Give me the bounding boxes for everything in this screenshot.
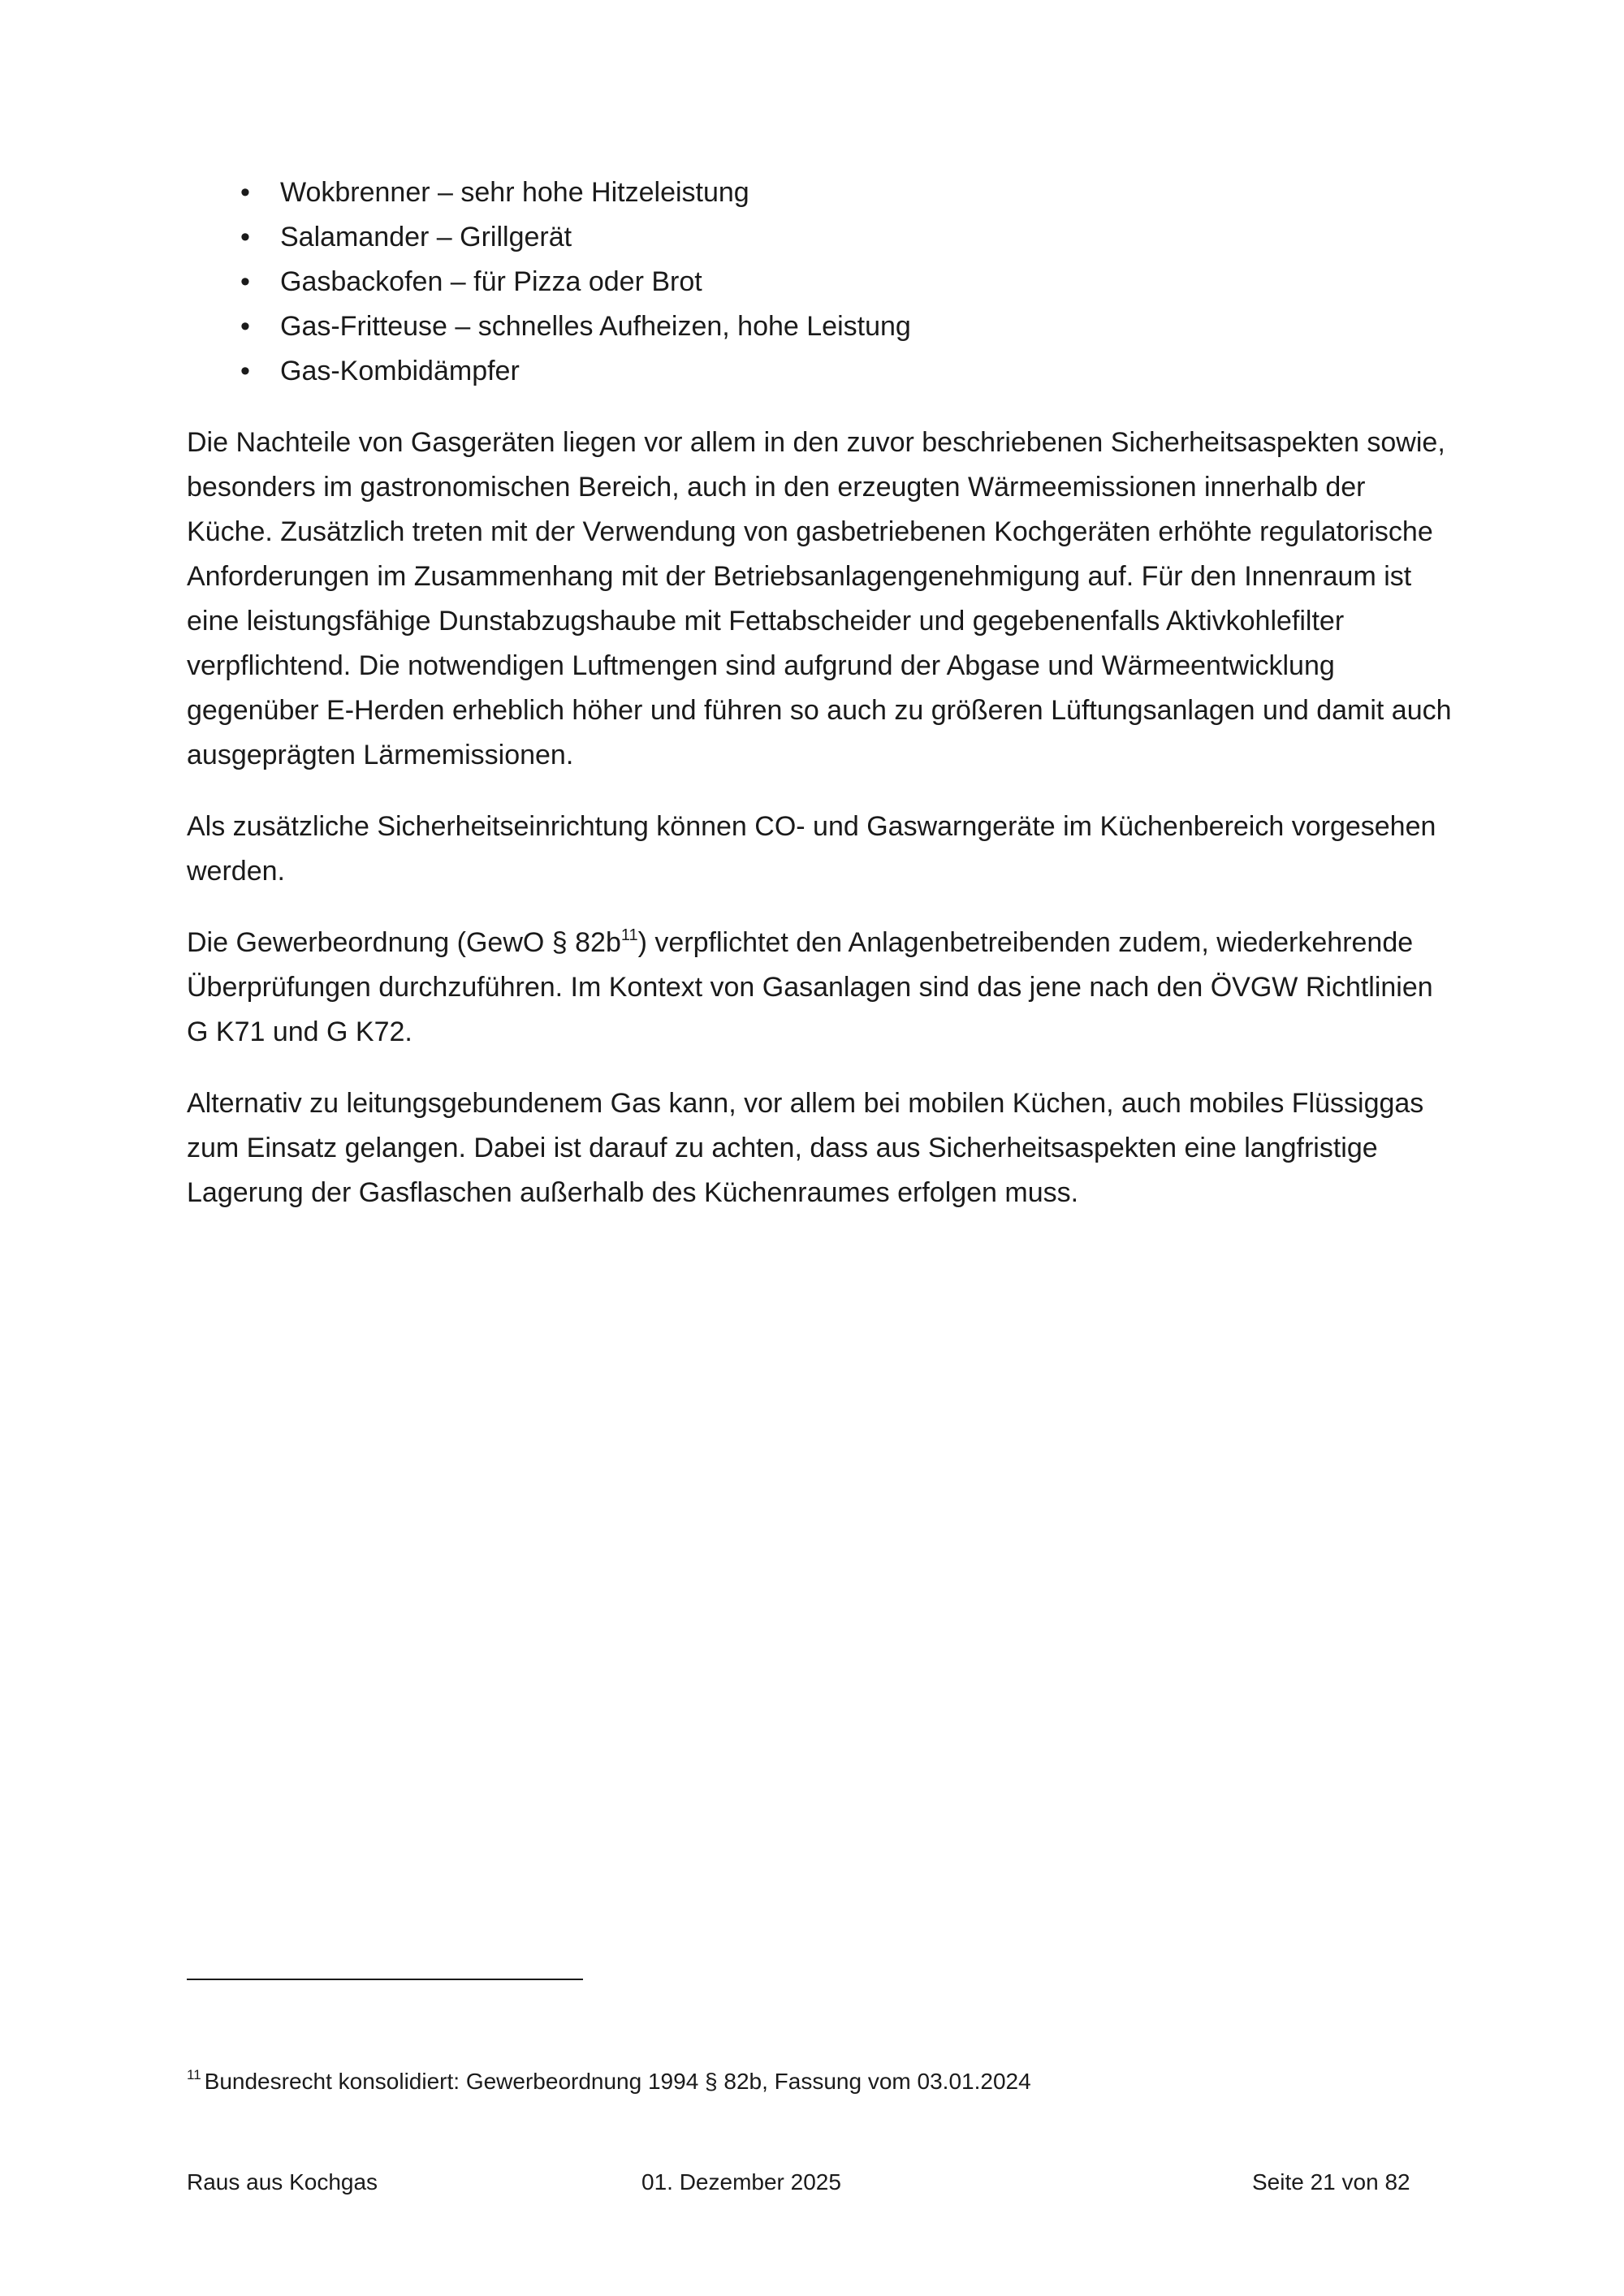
bullet-icon: • xyxy=(240,356,250,386)
gas-appliance-list xyxy=(187,170,1453,394)
footnote-text: Bundesrecht konsolidiert: Gewerbeordnung 1994 § 82b, Fassung vom 03.01.2024 xyxy=(204,2069,1031,2094)
footer-date: 01. Dezember 2025 xyxy=(641,2169,841,2195)
list-item xyxy=(187,215,1453,260)
bullet-icon: • xyxy=(240,222,250,252)
paragraph-disadvantages: Die Nachteile von Gasgeräten liegen vor allem in den zuvor beschriebenen Sicherheitsaspekten sowie, besonders im gastronomischen Bereich, auch in den erzeugten Wärmeemissionen innerhalb der Küche. Zusätzlich treten mit der Verwendung von gasbetriebenen Kochgeräten erhöhte regulatorische Anforderungen im Zusammenhang mit der Betriebsanlagengenehmigung auf. Für den Innenraum ist eine leistungsfähige Dunstabzugshaube mit Fettabscheider und gegebenenfalls Aktivkohlefilter verpflichtend. Die notwendigen Luftmengen sind aufgrund der Abgase und Wärmeentwicklung gegenüber E-Herden erheblich höher und führen so auch zu größeren Lüftungsanlagen und damit auch ausgeprägten Lärmemissionen. xyxy=(187,427,1452,770)
spacer xyxy=(187,894,1453,921)
list-item xyxy=(187,349,1453,394)
paragraph-text: Die Gewerbeordnung (GewO § 82b xyxy=(187,927,621,958)
spacer xyxy=(187,1055,1453,1081)
paragraph-gewerbeordnung xyxy=(187,921,1453,1055)
footnote-reference[interactable]: 11 xyxy=(620,926,638,944)
footnote-divider xyxy=(187,1979,583,1980)
paragraph-safety-devices: Als zusätzliche Sicherheitseinrichtung können CO- und Gaswarngeräte im Küchenbereich vorgesehen werden. xyxy=(187,811,1436,887)
paragraph-text: ) verpflichtet den Anlagenbetreibenden zudem, wiederkehrende Überprüfungen durchzuführen. Im Kontext von Gasanlagen sind das jene nach den ÖVGW Richtlinien G K71 und G K72. xyxy=(187,927,1433,1047)
list-item-text: Gasbackofen – für Pizza oder Brot xyxy=(280,266,702,297)
list-item-text: Salamander – Grillgerät xyxy=(280,222,572,252)
bullet-icon: • xyxy=(240,177,250,208)
bullet-icon: • xyxy=(240,266,250,297)
list-item-text: Gas-Fritteuse – schnelles Aufheizen, hohe Leistung xyxy=(280,311,911,342)
spacer xyxy=(187,778,1453,805)
list-item xyxy=(187,170,1453,215)
footnote-number: 11 xyxy=(187,2067,201,2082)
paragraph-liquid-gas: Alternativ zu leitungsgebundenem Gas kann, vor allem bei mobilen Küchen, auch mobiles Flüssiggas zum Einsatz gelangen. Dabei ist darauf zu achten, dass aus Sicherheitsaspekten eine langfristige Lagerung der Gasflaschen außerhalb des Küchenraumes erfolgen muss. xyxy=(187,1088,1424,1208)
list-item xyxy=(187,304,1453,349)
spacer xyxy=(187,394,1453,421)
bullet-icon: • xyxy=(240,311,250,342)
list-item-text: Gas-Kombidämpfer xyxy=(280,356,520,386)
list-item xyxy=(187,260,1453,304)
list-item-text: Wokbrenner – sehr hohe Hitzeleistung xyxy=(280,177,749,208)
page-body xyxy=(187,170,1453,1215)
footer-page-number: Seite 21 von 82 xyxy=(1252,2169,1410,2195)
footnote xyxy=(187,2065,1031,2098)
footer-document-title: Raus aus Kochgas xyxy=(187,2169,378,2195)
